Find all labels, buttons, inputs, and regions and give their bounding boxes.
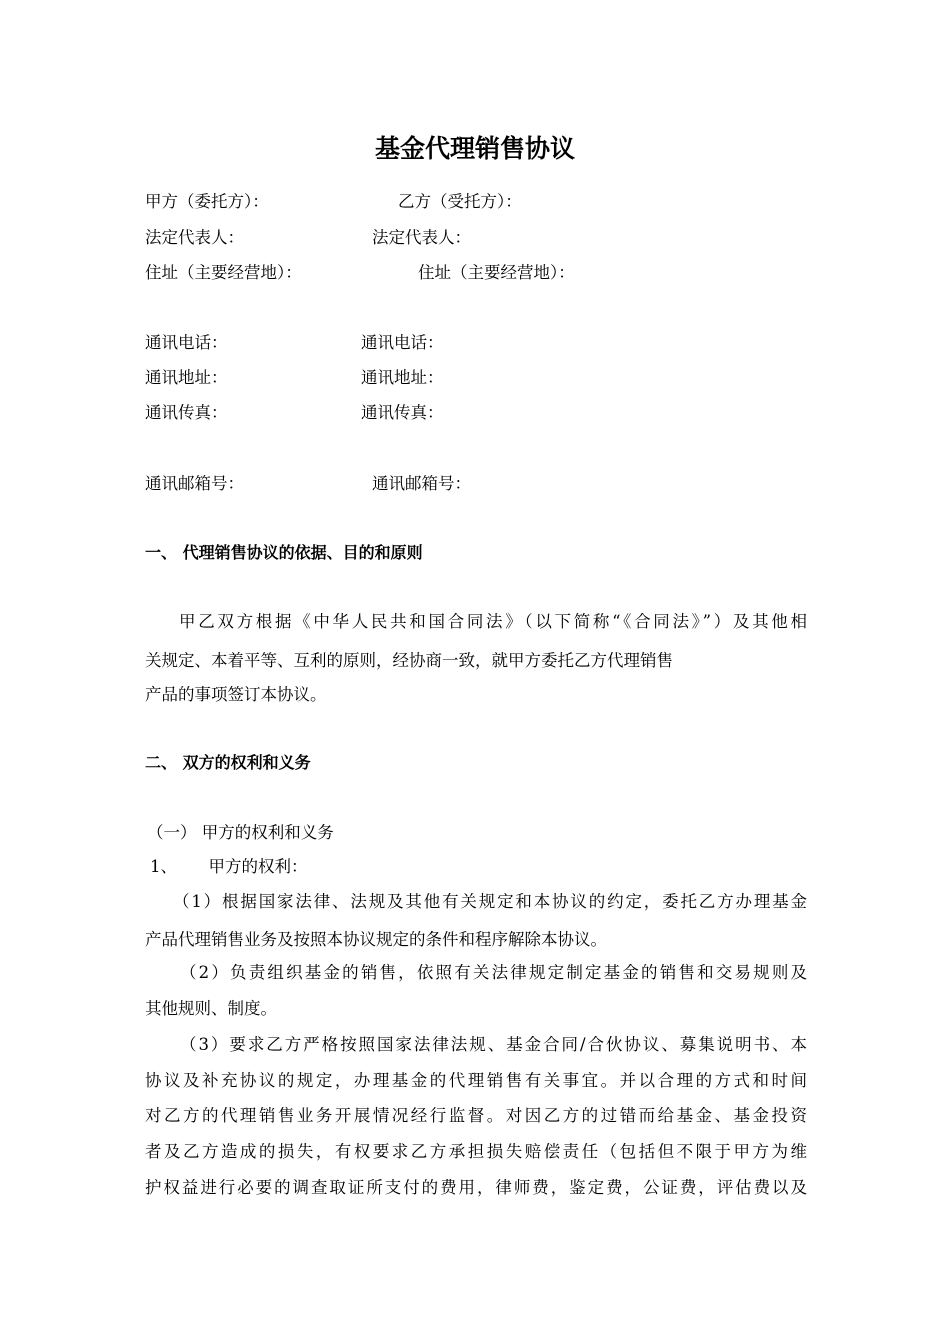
party-b-email: 通讯邮箱号： [372, 474, 471, 493]
para-2-line-1: （2）负责组织基金的销售，依照有关法律规定制定基金的销售和交易规则及 [180, 963, 807, 982]
party-a-address: 住址（主要经营地）： [145, 263, 302, 282]
para-3-line-4: 者及乙方造成的损失，有权要求乙方承担损失赔偿责任（包括但不限于甲方为维 [145, 1142, 807, 1161]
para-1-line-1: （1）根据国家法律、法规及其他有关规定和本协议的约定，委托乙方办理基金 [173, 892, 807, 911]
party-a-email: 通讯邮箱号： [145, 474, 244, 493]
para-3-line-1: （3）要求乙方严格按照国家法律法规、基金合同/合伙协议、募集说明书、本 [180, 1035, 807, 1054]
party-a-representative: 法定代表人： [145, 228, 244, 247]
party-a-label: 甲方（委托方）： [145, 192, 269, 211]
section-1-line-2: 关规定、本着平等、互利的原则，经协商一致，就甲方委托乙方代理销售 [145, 651, 673, 670]
party-b-label: 乙方（受托方）： [398, 192, 522, 211]
para-3-line-2: 协议及补充协议的规定，办理基金的代理销售有关事宜。并以合理的方式和时间 [145, 1071, 807, 1090]
party-b-fax: 通讯传真： [361, 403, 444, 422]
para-2-line-2: 其他规则、制度。 [145, 999, 277, 1018]
document-title: 基金代理销售协议 [374, 134, 575, 163]
section-2-item-1: 1、 甲方的权利： [150, 857, 308, 876]
para-3-line-5: 护权益进行必要的调查取证所支付的费用，律师费，鉴定费，公证费，评估费以及 [145, 1178, 807, 1197]
para-3-line-3: 对乙方的代理销售业务开展情况经行监督。对因乙方的过错而给基金、基金投资 [145, 1106, 807, 1125]
party-a-phone: 通讯电话： [145, 333, 228, 352]
section-1-heading: 一、 代理销售协议的依据、目的和原则 [145, 543, 423, 562]
party-b-phone: 通讯电话： [361, 333, 444, 352]
para-1-line-2: 产品代理销售业务及按照本协议规定的条件和程序解除本协议。 [145, 930, 607, 949]
party-a-fax: 通讯传真： [145, 403, 228, 422]
section-2-heading: 二、 双方的权利和义务 [145, 753, 311, 772]
party-a-mail-address: 通讯地址： [145, 368, 228, 387]
party-b-mail-address: 通讯地址： [361, 368, 444, 387]
section-2-subheading: （一） 甲方的权利和义务 [147, 823, 334, 842]
party-b-representative: 法定代表人： [372, 228, 471, 247]
section-1-line-1: 甲乙双方根据《中华人民共和国合同法》（以下简称“《合同法》”）及其他相 [179, 612, 807, 631]
section-1-line-3: 产品的事项签订本协议。 [145, 685, 327, 704]
party-b-address: 住址（主要经营地）： [418, 263, 575, 282]
